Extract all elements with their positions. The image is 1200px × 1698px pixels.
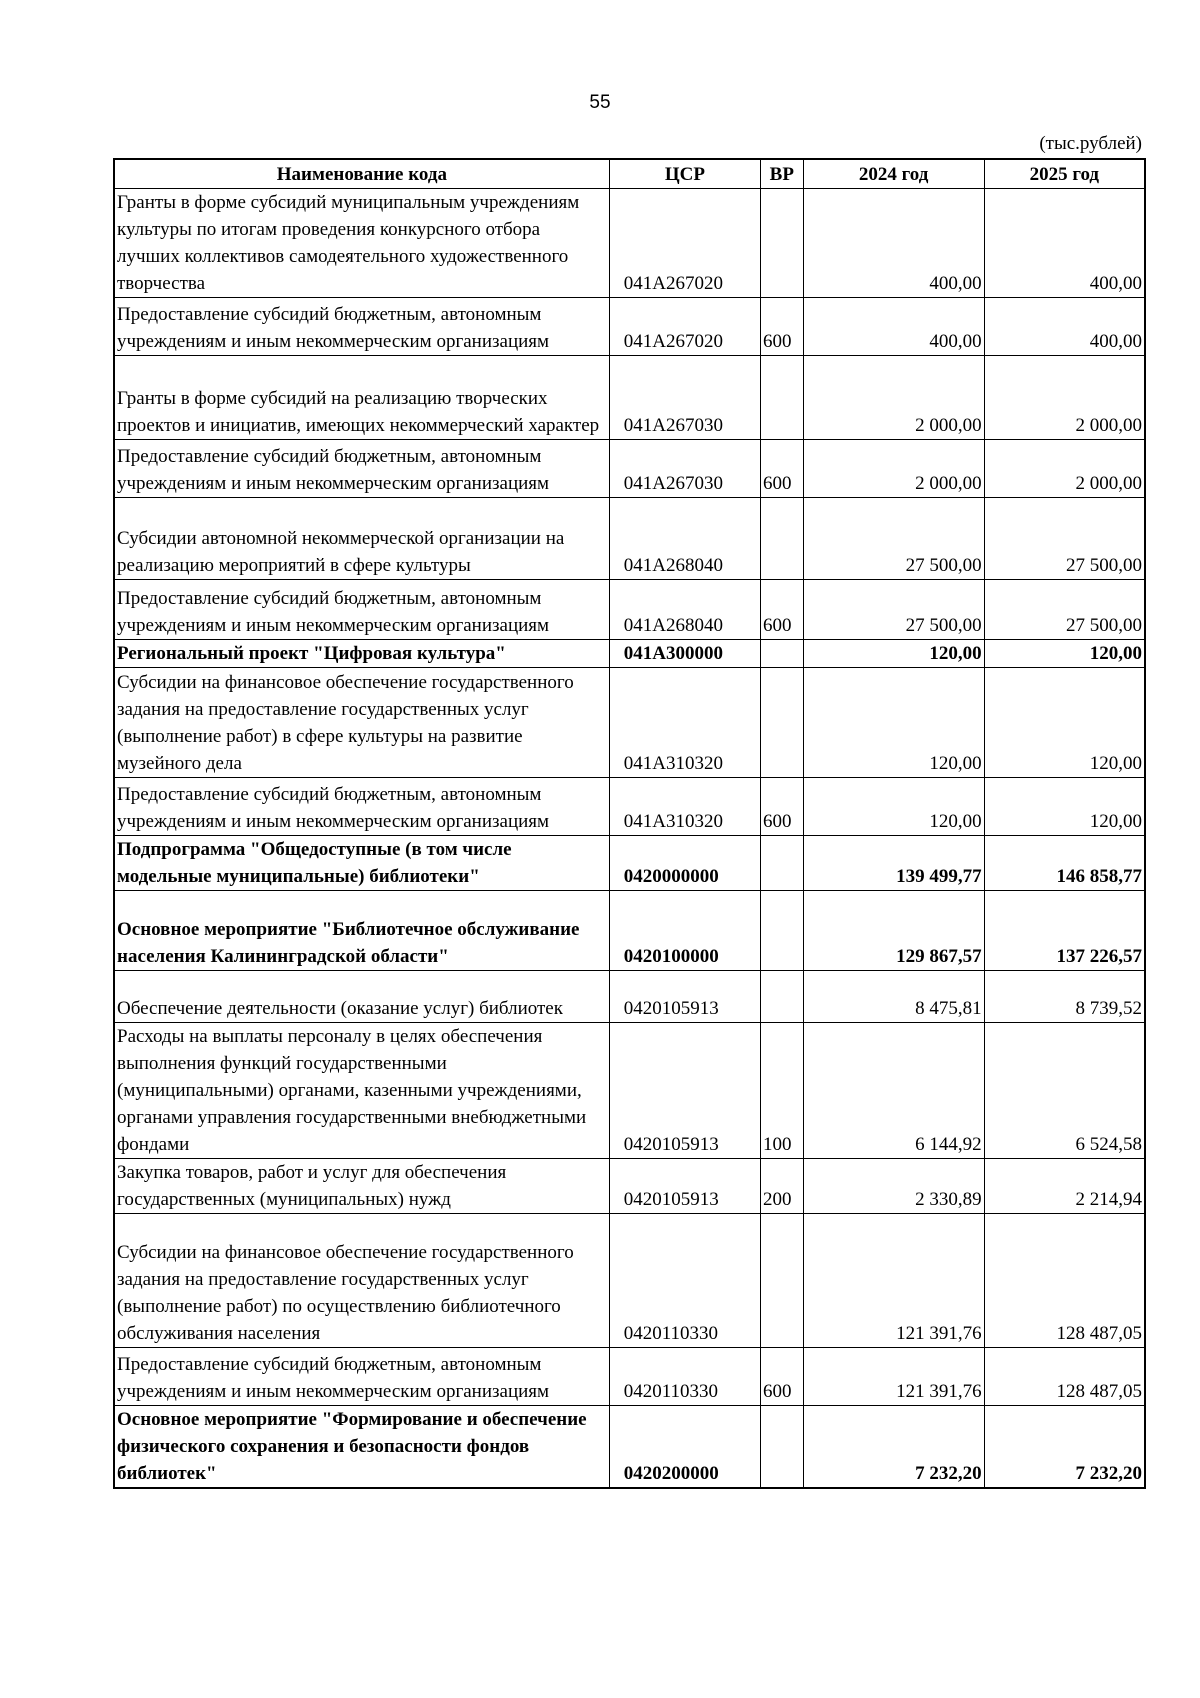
cell-vr: 600 bbox=[760, 1348, 803, 1406]
cell-name: Обеспечение деятельности (оказание услуг) библиотек bbox=[114, 971, 609, 1023]
header-2024: 2024 год bbox=[803, 159, 984, 189]
table-row bbox=[114, 1348, 1145, 1406]
cell-vr bbox=[760, 498, 803, 580]
cell-2025: 137 226,57 bbox=[984, 891, 1145, 971]
cell-csr: 041А310320 bbox=[609, 778, 760, 836]
cell-vr bbox=[760, 1406, 803, 1489]
cell-2025: 27 500,00 bbox=[984, 498, 1145, 580]
cell-vr bbox=[760, 971, 803, 1023]
cell-csr: 041А267020 bbox=[609, 298, 760, 356]
table-row bbox=[114, 1214, 1145, 1348]
cell-vr bbox=[760, 1214, 803, 1348]
cell-csr: 041А310320 bbox=[609, 668, 760, 778]
cell-csr: 0420000000 bbox=[609, 836, 760, 891]
cell-2025: 128 487,05 bbox=[984, 1214, 1145, 1348]
cell-name: Гранты в форме субсидий на реализацию творческих проектов и инициатив, имеющих некоммерческий характер bbox=[114, 356, 609, 440]
units-label: (тыс.рублей) bbox=[1039, 133, 1142, 154]
cell-2024: 7 232,20 bbox=[803, 1406, 984, 1489]
cell-name: Предоставление субсидий бюджетным, автономным учреждениям и иным некоммерческим организациям bbox=[114, 580, 609, 640]
cell-csr: 041А300000 bbox=[609, 640, 760, 668]
cell-2025: 120,00 bbox=[984, 778, 1145, 836]
cell-2024: 6 144,92 bbox=[803, 1023, 984, 1159]
cell-2025: 400,00 bbox=[984, 189, 1145, 298]
cell-name: Субсидии автономной некоммерческой организации на реализацию мероприятий в сфере культуры bbox=[114, 498, 609, 580]
table-row bbox=[114, 640, 1145, 668]
page-number: 55 bbox=[589, 92, 611, 113]
table-row bbox=[114, 189, 1145, 298]
table-row bbox=[114, 356, 1145, 440]
header-name: Наименование кода bbox=[114, 159, 609, 189]
cell-csr: 041А267030 bbox=[609, 356, 760, 440]
cell-name: Гранты в форме субсидий муниципальным учреждениям культуры по итогам проведения конкурсного отбора лучших коллективов самодеятельного художественного творчества bbox=[114, 189, 609, 298]
table-row bbox=[114, 778, 1145, 836]
cell-2025: 2 000,00 bbox=[984, 440, 1145, 498]
table-row bbox=[114, 1159, 1145, 1214]
table-row bbox=[114, 440, 1145, 498]
table-row bbox=[114, 1406, 1145, 1489]
cell-2025: 120,00 bbox=[984, 640, 1145, 668]
header-vr: ВР bbox=[760, 159, 803, 189]
cell-name: Расходы на выплаты персоналу в целях обеспечения выполнения функций государственными (муниципальными) органами, казенными учреждениями, органами управления государственными внебюджетными фондами bbox=[114, 1023, 609, 1159]
cell-csr: 0420110330 bbox=[609, 1348, 760, 1406]
cell-name: Закупка товаров, работ и услуг для обеспечения государственных (муниципальных) нужд bbox=[114, 1159, 609, 1214]
cell-csr: 0420200000 bbox=[609, 1406, 760, 1489]
cell-2024: 120,00 bbox=[803, 668, 984, 778]
cell-name: Региональный проект "Цифровая культура" bbox=[114, 640, 609, 668]
cell-2025: 400,00 bbox=[984, 298, 1145, 356]
cell-csr: 041А268040 bbox=[609, 580, 760, 640]
cell-csr: 041А267030 bbox=[609, 440, 760, 498]
cell-csr: 0420105913 bbox=[609, 1159, 760, 1214]
cell-2025: 146 858,77 bbox=[984, 836, 1145, 891]
cell-2024: 2 330,89 bbox=[803, 1159, 984, 1214]
cell-2025: 128 487,05 bbox=[984, 1348, 1145, 1406]
cell-vr: 600 bbox=[760, 440, 803, 498]
cell-name: Предоставление субсидий бюджетным, автономным учреждениям и иным некоммерческим организациям bbox=[114, 1348, 609, 1406]
cell-2024: 121 391,76 bbox=[803, 1348, 984, 1406]
budget-table bbox=[113, 158, 1146, 1489]
cell-2024: 139 499,77 bbox=[803, 836, 984, 891]
cell-2025: 8 739,52 bbox=[984, 971, 1145, 1023]
cell-vr bbox=[760, 640, 803, 668]
cell-2025: 120,00 bbox=[984, 668, 1145, 778]
cell-vr bbox=[760, 891, 803, 971]
cell-vr: 100 bbox=[760, 1023, 803, 1159]
cell-2024: 400,00 bbox=[803, 298, 984, 356]
table-row bbox=[114, 1023, 1145, 1159]
cell-name: Основное мероприятие "Библиотечное обслуживание населения Калининградской области" bbox=[114, 891, 609, 971]
cell-2025: 6 524,58 bbox=[984, 1023, 1145, 1159]
cell-csr: 0420105913 bbox=[609, 1023, 760, 1159]
cell-csr: 041А268040 bbox=[609, 498, 760, 580]
cell-2024: 27 500,00 bbox=[803, 580, 984, 640]
table-row bbox=[114, 836, 1145, 891]
cell-2024: 400,00 bbox=[803, 189, 984, 298]
cell-2024: 2 000,00 bbox=[803, 356, 984, 440]
cell-name: Предоставление субсидий бюджетным, автономным учреждениям и иным некоммерческим организациям bbox=[114, 778, 609, 836]
cell-2024: 120,00 bbox=[803, 778, 984, 836]
cell-2024: 129 867,57 bbox=[803, 891, 984, 971]
cell-name: Предоставление субсидий бюджетным, автономным учреждениям и иным некоммерческим организациям bbox=[114, 298, 609, 356]
cell-vr bbox=[760, 356, 803, 440]
table-header-row bbox=[114, 159, 1145, 189]
cell-csr: 041А267020 bbox=[609, 189, 760, 298]
table-body bbox=[114, 189, 1145, 1489]
cell-2025: 27 500,00 bbox=[984, 580, 1145, 640]
cell-csr: 0420110330 bbox=[609, 1214, 760, 1348]
cell-2025: 7 232,20 bbox=[984, 1406, 1145, 1489]
cell-csr: 0420105913 bbox=[609, 971, 760, 1023]
cell-2024: 121 391,76 bbox=[803, 1214, 984, 1348]
cell-2025: 2 214,94 bbox=[984, 1159, 1145, 1214]
cell-name: Основное мероприятие "Формирование и обеспечение физического сохранения и безопасности фондов библиотек" bbox=[114, 1406, 609, 1489]
header-2025: 2025 год bbox=[984, 159, 1145, 189]
cell-2024: 2 000,00 bbox=[803, 440, 984, 498]
cell-vr: 600 bbox=[760, 298, 803, 356]
cell-name: Предоставление субсидий бюджетным, автономным учреждениям и иным некоммерческим организациям bbox=[114, 440, 609, 498]
cell-vr: 600 bbox=[760, 580, 803, 640]
table-row bbox=[114, 498, 1145, 580]
cell-csr: 0420100000 bbox=[609, 891, 760, 971]
table-row bbox=[114, 891, 1145, 971]
cell-vr: 600 bbox=[760, 778, 803, 836]
table-row bbox=[114, 668, 1145, 778]
cell-name: Подпрограмма "Общедоступные (в том числе модельные муниципальные) библиотеки" bbox=[114, 836, 609, 891]
table-row bbox=[114, 580, 1145, 640]
table-row bbox=[114, 298, 1145, 356]
cell-name: Субсидии на финансовое обеспечение государственного задания на предоставление государственных услуг (выполнение работ) в сфере культуры на развитие музейного дела bbox=[114, 668, 609, 778]
cell-name: Субсидии на финансовое обеспечение государственного задания на предоставление государственных услуг (выполнение работ) по осуществлению библиотечного обслуживания населения bbox=[114, 1214, 609, 1348]
cell-vr bbox=[760, 668, 803, 778]
cell-vr bbox=[760, 189, 803, 298]
cell-vr bbox=[760, 836, 803, 891]
cell-2024: 27 500,00 bbox=[803, 498, 984, 580]
header-csr: ЦСР bbox=[609, 159, 760, 189]
cell-2025: 2 000,00 bbox=[984, 356, 1145, 440]
table-row bbox=[114, 971, 1145, 1023]
cell-vr: 200 bbox=[760, 1159, 803, 1214]
cell-2024: 120,00 bbox=[803, 640, 984, 668]
cell-2024: 8 475,81 bbox=[803, 971, 984, 1023]
